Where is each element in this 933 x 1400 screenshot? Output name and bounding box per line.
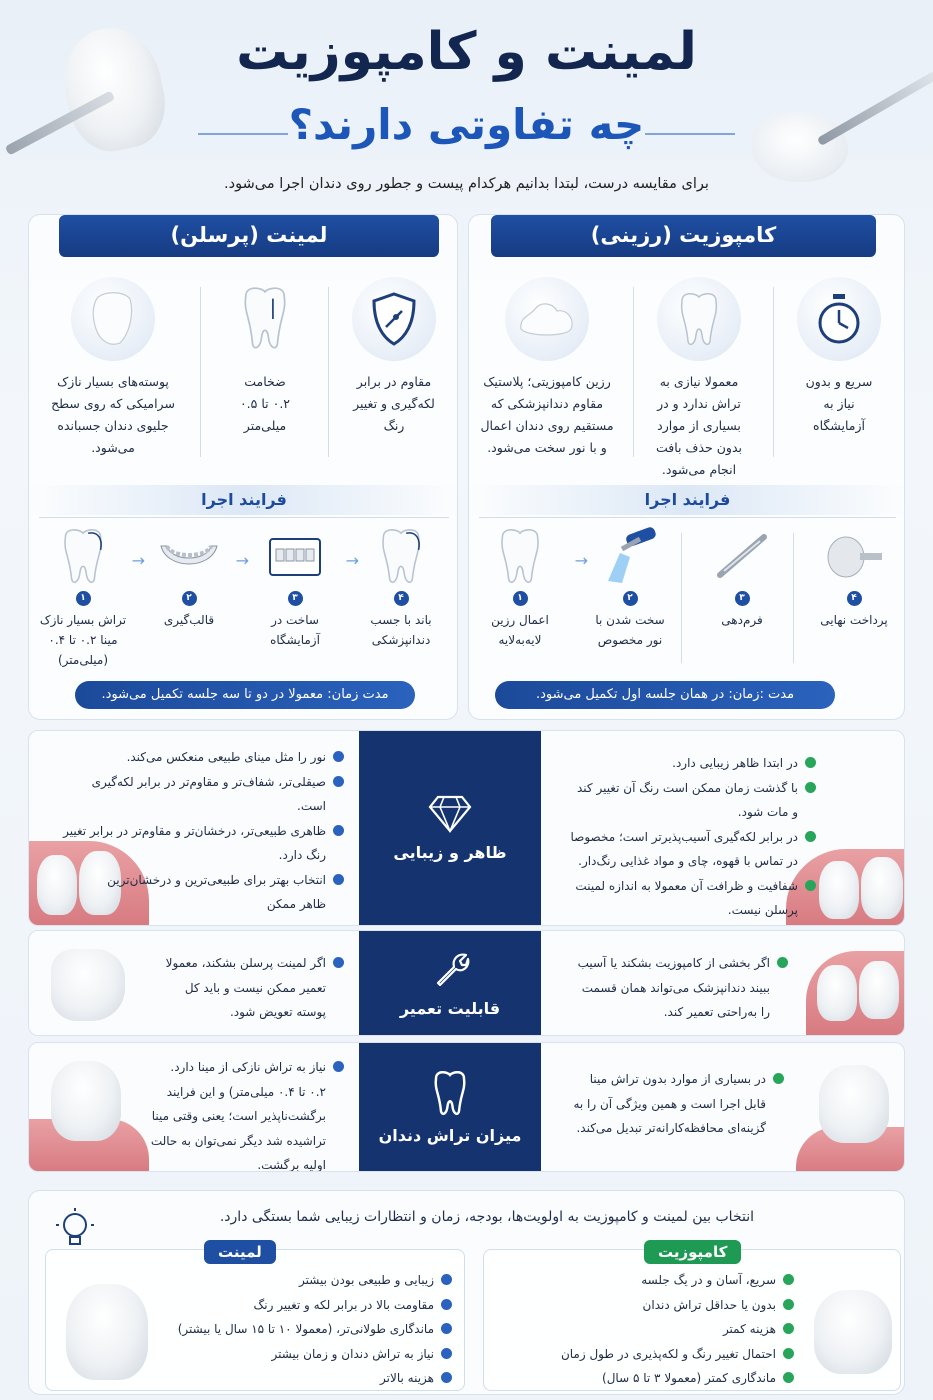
feature-text: ضخامت [244, 374, 286, 389]
list-item: پوسته تعویض شود. [229, 1005, 326, 1019]
veneer-process-title: فرایند اجرا [29, 485, 459, 515]
step-text: آزمایشگاه [270, 633, 320, 647]
resin-icon [505, 277, 589, 361]
arrow-icon: → [235, 551, 249, 570]
list-item: برگشت‌ناپذیر است؛ یعنی وقتی مینا [151, 1109, 326, 1123]
step-text: ساخت در [271, 613, 319, 627]
step-number: ۳ [288, 591, 303, 606]
composite-card-title: کامپوزیت (رزینی) [491, 215, 876, 257]
step-text: (میلی‌متر) [57, 653, 109, 667]
step-text: باند با جسب [370, 613, 432, 627]
divider [681, 533, 682, 663]
tooth-thickness-icon [223, 277, 307, 361]
veneer-step-1 [35, 525, 131, 670]
veneer-summary-box [45, 1243, 465, 1391]
list-item: ۰.۲ تا ۰.۴ میلی‌متر) و این فرایند [166, 1084, 326, 1099]
arrow-icon: → [574, 551, 588, 570]
feature-text: نیاز به [823, 396, 855, 411]
step-text: مینا ۰.۲ تا ۰.۴ [48, 633, 118, 647]
shield-icon [352, 277, 436, 361]
lightbulb-icon [55, 1207, 95, 1251]
step-number: ۱ [513, 591, 528, 606]
lab-model-icon [247, 525, 343, 587]
feature-text: معمولا نیازی به [659, 374, 739, 389]
tooth-icon [353, 525, 449, 587]
summary-card [28, 1190, 905, 1395]
step-text: سخت شدن با [595, 613, 665, 627]
stopwatch-icon [797, 277, 881, 361]
list-item: گزینه‌ای محافظه‌کارانه‌تر تبدیل می‌کند. [576, 1121, 766, 1135]
step-text: پرداخت نهایی [820, 613, 888, 627]
step-number: ۱ [76, 591, 91, 606]
list-item: در تماس با قهوه، چای و مواد غذایی رنگ‌دار. [578, 854, 798, 868]
list-item: اولیه برگشت. [257, 1158, 326, 1172]
composite-card [468, 214, 905, 720]
composite-summary-box [483, 1243, 901, 1391]
composite-tooth-image [814, 1290, 892, 1374]
composite-step-3 [694, 525, 790, 630]
list-item: صیقلی‌تر، شفاف‌تر و مقاوم‌تر در برابر لکه‌گیری است. [59, 770, 344, 819]
veneer-tooth-image [51, 1061, 121, 1141]
veneer-card-title: لمینت (پرسلن) [59, 215, 439, 257]
veneer-shell-image [51, 949, 125, 1021]
list-item: پرسلن نیست. [727, 903, 798, 917]
comparison-reduction [28, 1042, 905, 1172]
veneer-tooth-image [66, 1284, 148, 1380]
summary-intro: انتخاب بین لمینت و کامپوزیت به اولویت‌ها، بودجه، زمان و انتظارات زیبایی شما بستگی دارد. [219, 1209, 754, 1225]
step-text: دندانپزشکی [371, 633, 431, 647]
feature-text: بدون حذف بافت [656, 440, 742, 455]
composite-feature-no-drilling [640, 277, 758, 481]
list-item: ماندگاری کمتر (معمولا ۳ تا ۵ سال) [494, 1366, 794, 1391]
feature-text: میلی‌متر [243, 418, 287, 433]
composite-step-1 [472, 525, 568, 650]
composite-summary-list [494, 1268, 794, 1391]
veneer-card [28, 214, 458, 720]
list-item: ظاهری طبیعی‌تر، درخشان‌تر و مقاوم‌تر در برابر تغییر [59, 819, 344, 844]
feature-text: رنگ [383, 418, 405, 433]
veneer-feature-thickness [213, 277, 317, 437]
arrow-icon: → [345, 551, 359, 570]
divider [200, 287, 201, 457]
list-item: بدون یا حداقل تراش دندان [494, 1293, 794, 1318]
veneer-duration: مدت زمان: معمولا در دو تا سه جلسه تکمیل می‌شود. [75, 681, 415, 709]
veneer-step-2 [141, 525, 237, 630]
curing-light-icon [582, 525, 678, 587]
feature-text: مقاوم در برابر [356, 374, 432, 389]
list-item: انتخاب بهتر برای طبیعی‌ترین و درخشان‌ترین [59, 868, 344, 893]
composite-step-2 [582, 525, 678, 650]
page-title: لمینت و کامپوزیت [236, 22, 697, 82]
divider [479, 517, 896, 518]
divider [793, 533, 794, 663]
step-text: تراش بسیار نازک [39, 613, 127, 627]
list-item: احتمال تغییر رنگ و لکه‌پذیری در طول زمان [494, 1342, 794, 1367]
list-item: زیبایی و طبیعی بودن بیشتر [162, 1268, 452, 1293]
list-item: ماندگاری طولانی‌تر، (معمولا ۱۰ تا ۱۵ سال یا بیشتر) [162, 1317, 452, 1342]
list-item: نیاز به تراش دندان و زمان بیشتر [162, 1342, 452, 1367]
list-item: نور را مثل مینای طبیعی منعکس می‌کند. [59, 745, 344, 770]
list-item: در برابر لکه‌گیری آسیب‌پذیرتر است؛ مخصوصا [546, 825, 816, 850]
divider [328, 287, 329, 457]
veneer-feature-shell [31, 277, 195, 459]
veneer-feature-stain-resistant [335, 277, 453, 437]
feature-text: مقاوم دندانپزشکی که [490, 396, 604, 411]
list-item: تعمیر ممکن نیست و باید کل [184, 980, 326, 995]
composite-tooth-image [819, 1065, 889, 1143]
list-item: تراشیده شد دیگر نمی‌توان به حالت [150, 1133, 326, 1148]
veneer-reduction-list [139, 1055, 344, 1172]
diamond-icon [428, 795, 472, 833]
dental-instrument-icon [694, 525, 790, 587]
list-item: اگر بخشی از کامپوزیت بشکند یا آسیب [538, 951, 788, 976]
arrow-icon: → [131, 551, 145, 570]
feature-text: لکه‌گیری و تغییر [353, 396, 435, 411]
impression-tray-icon [141, 525, 237, 587]
veneer-step-4 [353, 525, 449, 650]
step-text: اعمال رزین [491, 613, 549, 627]
composite-repair-list [538, 951, 788, 1025]
feature-text: جلیوی دندان جسبانده [57, 418, 169, 433]
list-item: با گذشت زمان ممکن است رنگ آن تغییر کند [546, 776, 816, 801]
feature-text: رزین کامپوزیتی؛ پلاستیک [483, 374, 611, 389]
feature-text: مستقیم روی دندان اعمال [480, 418, 614, 433]
composite-reduction-list [529, 1067, 784, 1141]
tooth-icon [472, 525, 568, 587]
list-item: هزینه کمتر [494, 1317, 794, 1342]
list-item: در بسیاری از موارد بدون تراش مینا [529, 1067, 784, 1092]
list-item: ببیند دندانپزشک می‌تواند همان قسمت [581, 980, 770, 995]
list-item: نیاز به تراش نازکی از مینا دارد. [139, 1055, 344, 1080]
composite-teeth-image [819, 861, 859, 919]
feature-text: و با نور سخت می‌شود. [487, 440, 607, 455]
wrench-icon [430, 949, 470, 989]
step-number: ۴ [847, 591, 862, 606]
composite-feature-resin [472, 277, 622, 459]
veneer-shell-icon [71, 277, 155, 361]
composite-teeth-image [817, 965, 857, 1021]
repair-label-block [359, 931, 541, 1035]
tooth-icon [35, 525, 131, 587]
composite-duration: مدت :زمان: در همان جلسه اول تکمیل می‌شود. [495, 681, 835, 709]
step-number: ۲ [182, 591, 197, 606]
reduction-label-block [359, 1043, 541, 1171]
feature-text: ۰.۲ تا ۰.۵ [239, 396, 291, 411]
feature-text: می‌شود. [91, 440, 135, 455]
tooth-icon [657, 277, 741, 361]
list-item: شفافیت و ظرافت آن معمولا به اندازه لمینت [546, 874, 816, 899]
veneer-appearance-list [59, 745, 344, 917]
page-subheading: چه تفاوتی دارند؟ [288, 100, 645, 149]
intro-text: برای مقایسه درست، لبتدا بدانیم هرکدام پیست و جطور روی دندان اجرا می‌شود. [224, 176, 709, 192]
composite-process-title: فرایند اجرا [469, 485, 906, 515]
step-text: لایه‌به‌لایه [498, 633, 542, 647]
divider [39, 517, 449, 518]
step-number: ۲ [623, 591, 638, 606]
feature-text: سرامیکی که روی سطح [51, 396, 175, 411]
feature-text: انجام می‌شود. [661, 462, 737, 477]
comparison-repair [28, 930, 905, 1036]
list-item: هزینه بالاتر [162, 1366, 452, 1391]
feature-text: پوسته‌های بسیار نازک [57, 374, 169, 389]
feature-text: بسیاری از موارد [657, 418, 741, 433]
list-item: قابل اجرا است و همین ویژگی آن را به [573, 1096, 766, 1111]
composite-teeth-image [859, 961, 899, 1019]
list-item: و مات شود. [737, 805, 798, 819]
step-text: فرم‌دهی [721, 613, 763, 627]
composite-teeth-image [861, 857, 903, 919]
list-item: مقاومت بالا در برابر لکه و تغییر رنگ [162, 1293, 452, 1318]
veneer-step-3 [247, 525, 343, 650]
feature-text: تراش ندارد و در [657, 396, 741, 411]
step-text: قالب‌گیری [163, 613, 215, 627]
composite-feature-speed [780, 277, 898, 437]
list-item: سریع، آسان و در یگ جلسه [494, 1268, 794, 1293]
list-item: اگر لمینت پرسلن بشکند، معمولا [139, 951, 344, 976]
divider [633, 287, 634, 457]
comparison-label: میزان تراش دندان [378, 1125, 522, 1145]
feature-text: سریع و بدون [805, 374, 873, 389]
step-number: ۴ [394, 591, 409, 606]
polishing-disc-icon [806, 525, 902, 587]
composite-step-4 [806, 525, 902, 630]
veneer-summary-list [162, 1268, 452, 1391]
comparison-appearance [28, 730, 905, 926]
composite-summary-label: کامپوزیت [644, 1240, 741, 1264]
divider [773, 287, 774, 457]
list-item: را به‌راحتی تعمیر کند. [663, 1005, 770, 1019]
composite-appearance-list [546, 751, 816, 923]
list-item: رنگ دارد. [278, 848, 326, 862]
list-item: ظاهر ممکن [266, 897, 326, 911]
veneer-repair-list [139, 951, 344, 1025]
veneer-summary-label: لمینت [204, 1240, 276, 1264]
list-item: در ابتدا ظاهر زیبایی دارد. [546, 751, 816, 776]
tooth-outline-icon [430, 1070, 470, 1116]
comparison-label: ظاهر و زیبایی [393, 842, 507, 862]
step-number: ۳ [735, 591, 750, 606]
comparison-label: قابلیت تعمیر [399, 998, 501, 1018]
feature-text: آزمایشگاه [813, 418, 865, 433]
step-text: نور مخصوص [597, 633, 663, 647]
appearance-label-block [359, 731, 541, 925]
